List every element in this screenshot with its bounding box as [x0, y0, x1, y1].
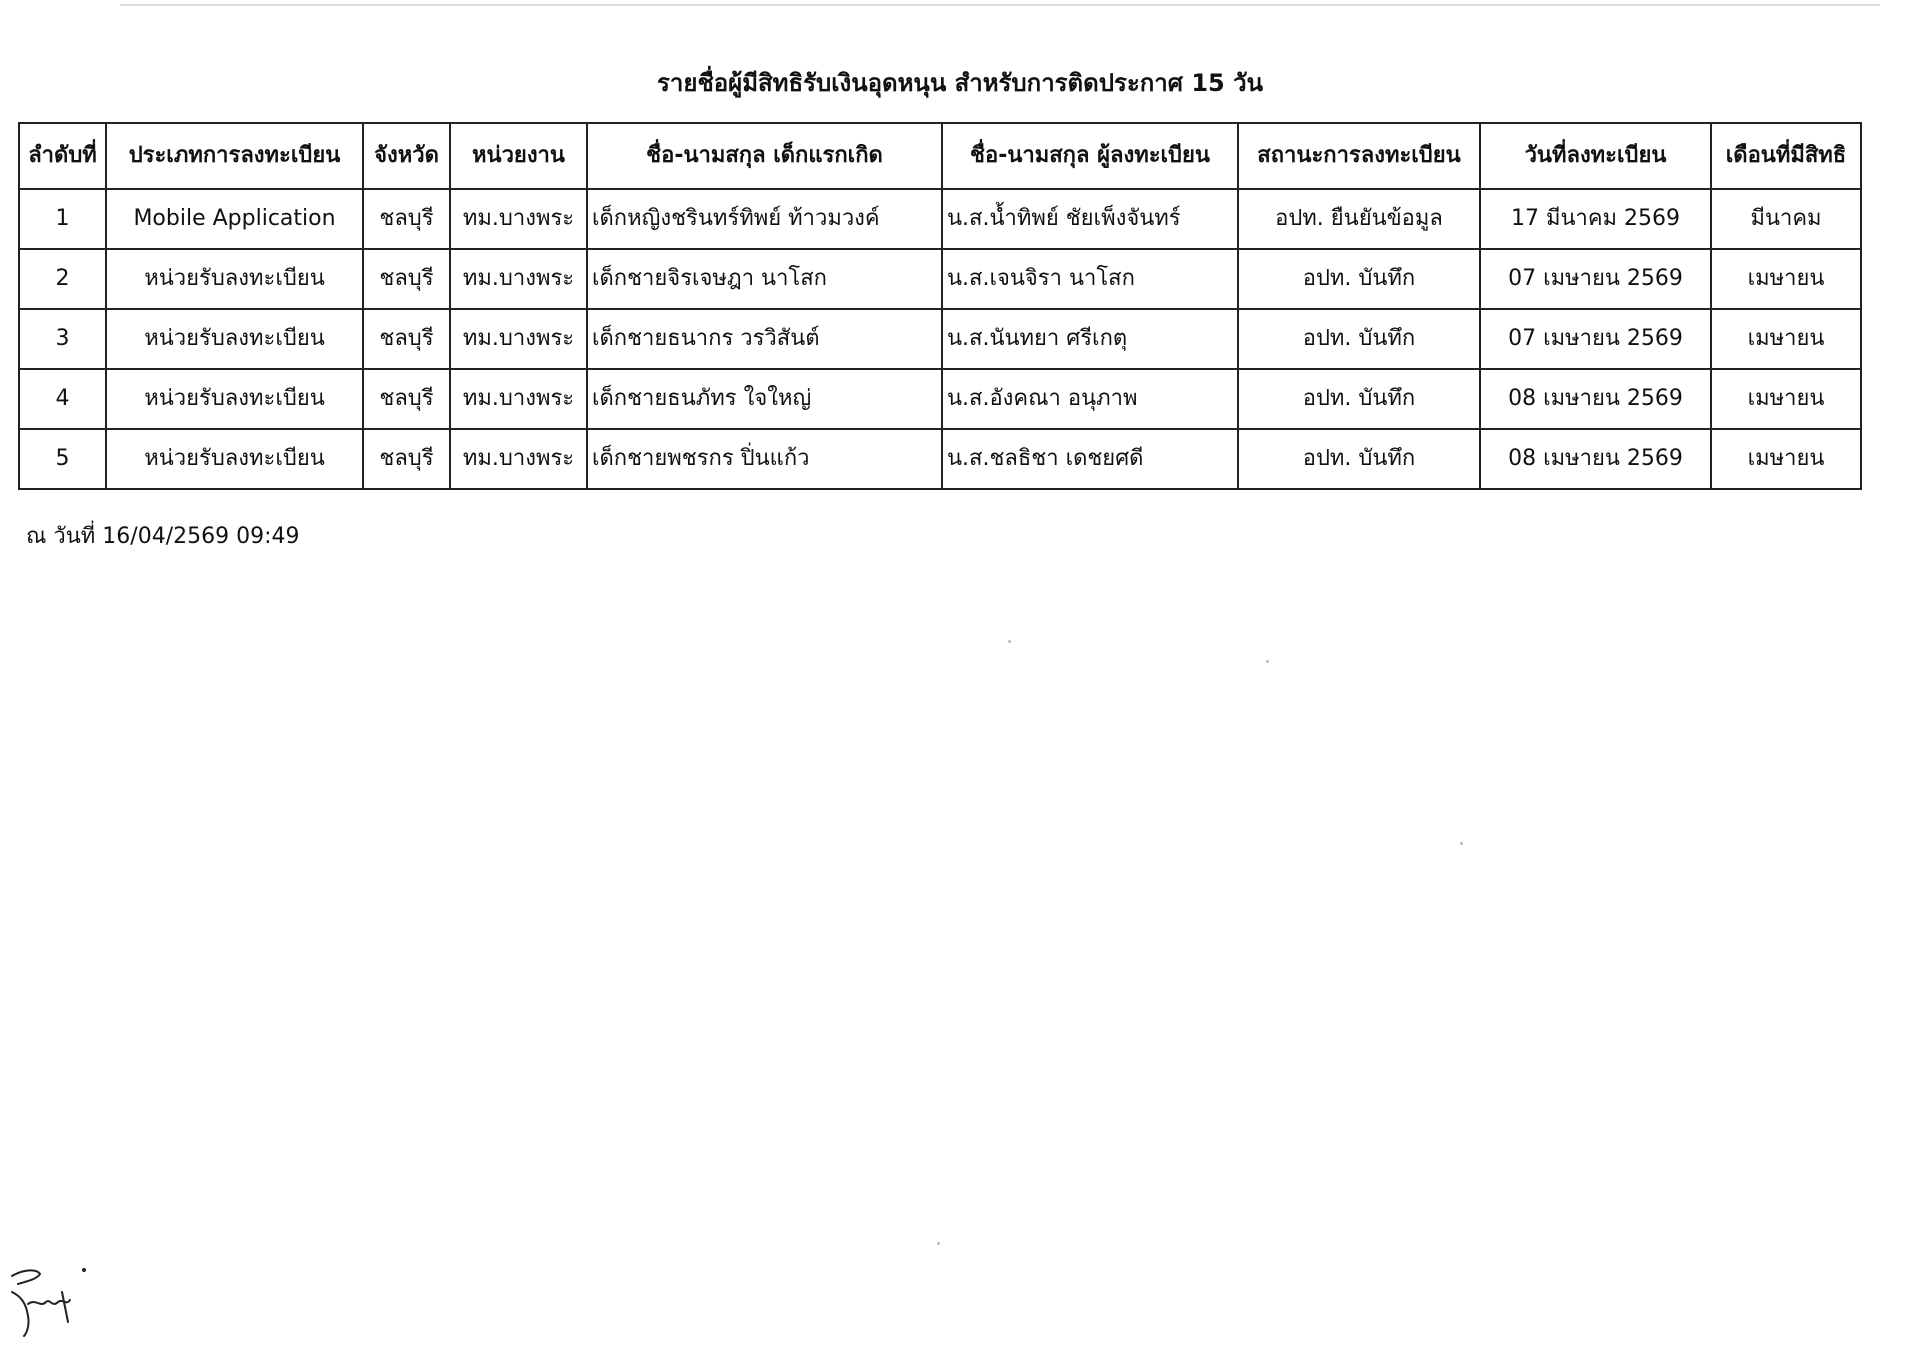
column-header-agency: หน่วยงาน	[450, 123, 587, 189]
subsidy-roster-table	[18, 122, 1862, 490]
cell-registration-type: หน่วยรับลงทะเบียน	[106, 309, 363, 369]
cell-registration-status: อปท. บันทึก	[1238, 249, 1480, 309]
cell-registration-date: 07 เมษายน 2569	[1480, 249, 1711, 309]
cell-eligible-month: เมษายน	[1711, 249, 1861, 309]
scan-speck	[1460, 842, 1463, 845]
column-header-province: จังหวัด	[363, 123, 450, 189]
table-row	[19, 369, 1861, 429]
cell-registrant-name: น.ส.อังคณา อนุภาพ	[942, 369, 1238, 429]
cell-sequence: 1	[19, 189, 106, 249]
cell-sequence: 3	[19, 309, 106, 369]
table-row	[19, 309, 1861, 369]
cell-newborn-name: เด็กชายธนภัทร ใจใหญ่	[587, 369, 942, 429]
table-row	[19, 189, 1861, 249]
cell-registration-type: หน่วยรับลงทะเบียน	[106, 369, 363, 429]
cell-eligible-month: เมษายน	[1711, 369, 1861, 429]
column-header-newborn-name: ชื่อ-นามสกุล เด็กแรกเกิด	[587, 123, 942, 189]
cell-eligible-month: เมษายน	[1711, 309, 1861, 369]
cell-province: ชลบุรี	[363, 189, 450, 249]
column-header-registration-type: ประเภทการลงทะเบียน	[106, 123, 363, 189]
cell-province: ชลบุรี	[363, 249, 450, 309]
cell-sequence: 4	[19, 369, 106, 429]
cell-registration-date: 08 เมษายน 2569	[1480, 369, 1711, 429]
column-header-eligible-month: เดือนที่มีสิทธิ	[1711, 123, 1861, 189]
cell-registration-date: 07 เมษายน 2569	[1480, 309, 1711, 369]
cell-registration-status: อปท. ยืนยันข้อมูล	[1238, 189, 1480, 249]
cell-registration-date: 08 เมษายน 2569	[1480, 429, 1711, 489]
column-header-sequence: ลำดับที่	[19, 123, 106, 189]
scan-edge-line	[120, 4, 1880, 6]
cell-newborn-name: เด็กชายจิรเจษฎา นาโสก	[587, 249, 942, 309]
table-row	[19, 429, 1861, 489]
column-header-registrant-name: ชื่อ-นามสกุล ผู้ลงทะเบียน	[942, 123, 1238, 189]
cell-registration-status: อปท. บันทึก	[1238, 369, 1480, 429]
cell-registrant-name: น.ส.นันทยา ศรีเกตุ	[942, 309, 1238, 369]
cell-eligible-month: มีนาคม	[1711, 189, 1861, 249]
cell-newborn-name: เด็กชายธนากร วรวิสันต์	[587, 309, 942, 369]
cell-registration-date: 17 มีนาคม 2569	[1480, 189, 1711, 249]
cell-agency: ทม.บางพระ	[450, 369, 587, 429]
cell-province: ชลบุรี	[363, 369, 450, 429]
scan-speck	[1008, 640, 1011, 643]
cell-sequence: 2	[19, 249, 106, 309]
cell-registrant-name: น.ส.น้ำทิพย์ ชัยเพ็งจันทร์	[942, 189, 1238, 249]
handwritten-signature-icon	[6, 1262, 90, 1346]
column-header-registration-status: สถานะการลงทะเบียน	[1238, 123, 1480, 189]
cell-registration-status: อปท. บันทึก	[1238, 309, 1480, 369]
cell-newborn-name: เด็กชายพชรกร ปิ่นแก้ว	[587, 429, 942, 489]
table-header-row	[19, 123, 1861, 189]
cell-eligible-month: เมษายน	[1711, 429, 1861, 489]
cell-registration-type: หน่วยรับลงทะเบียน	[106, 429, 363, 489]
column-header-registration-date: วันที่ลงทะเบียน	[1480, 123, 1711, 189]
cell-sequence: 5	[19, 429, 106, 489]
scan-speck	[937, 1242, 940, 1245]
cell-registration-type: Mobile Application	[106, 189, 363, 249]
document-title: รายชื่อผู้มีสิทธิรับเงินอุดหนุน สำหรับการติดประกาศ 15 วัน	[657, 69, 1263, 97]
cell-newborn-name: เด็กหญิงชรินทร์ทิพย์ ท้าวมวงค์	[587, 189, 942, 249]
cell-registration-type: หน่วยรับลงทะเบียน	[106, 249, 363, 309]
cell-agency: ทม.บางพระ	[450, 249, 587, 309]
scan-speck	[1266, 660, 1269, 663]
as-of-timestamp: ณ วันที่ 16/04/2569 09:49	[26, 524, 300, 549]
cell-registrant-name: น.ส.ชลธิชา เดชยศดี	[942, 429, 1238, 489]
cell-registrant-name: น.ส.เจนจิรา นาโสก	[942, 249, 1238, 309]
cell-province: ชลบุรี	[363, 309, 450, 369]
cell-agency: ทม.บางพระ	[450, 189, 587, 249]
table-row	[19, 249, 1861, 309]
cell-province: ชลบุรี	[363, 429, 450, 489]
cell-agency: ทม.บางพระ	[450, 429, 587, 489]
cell-registration-status: อปท. บันทึก	[1238, 429, 1480, 489]
cell-agency: ทม.บางพระ	[450, 309, 587, 369]
